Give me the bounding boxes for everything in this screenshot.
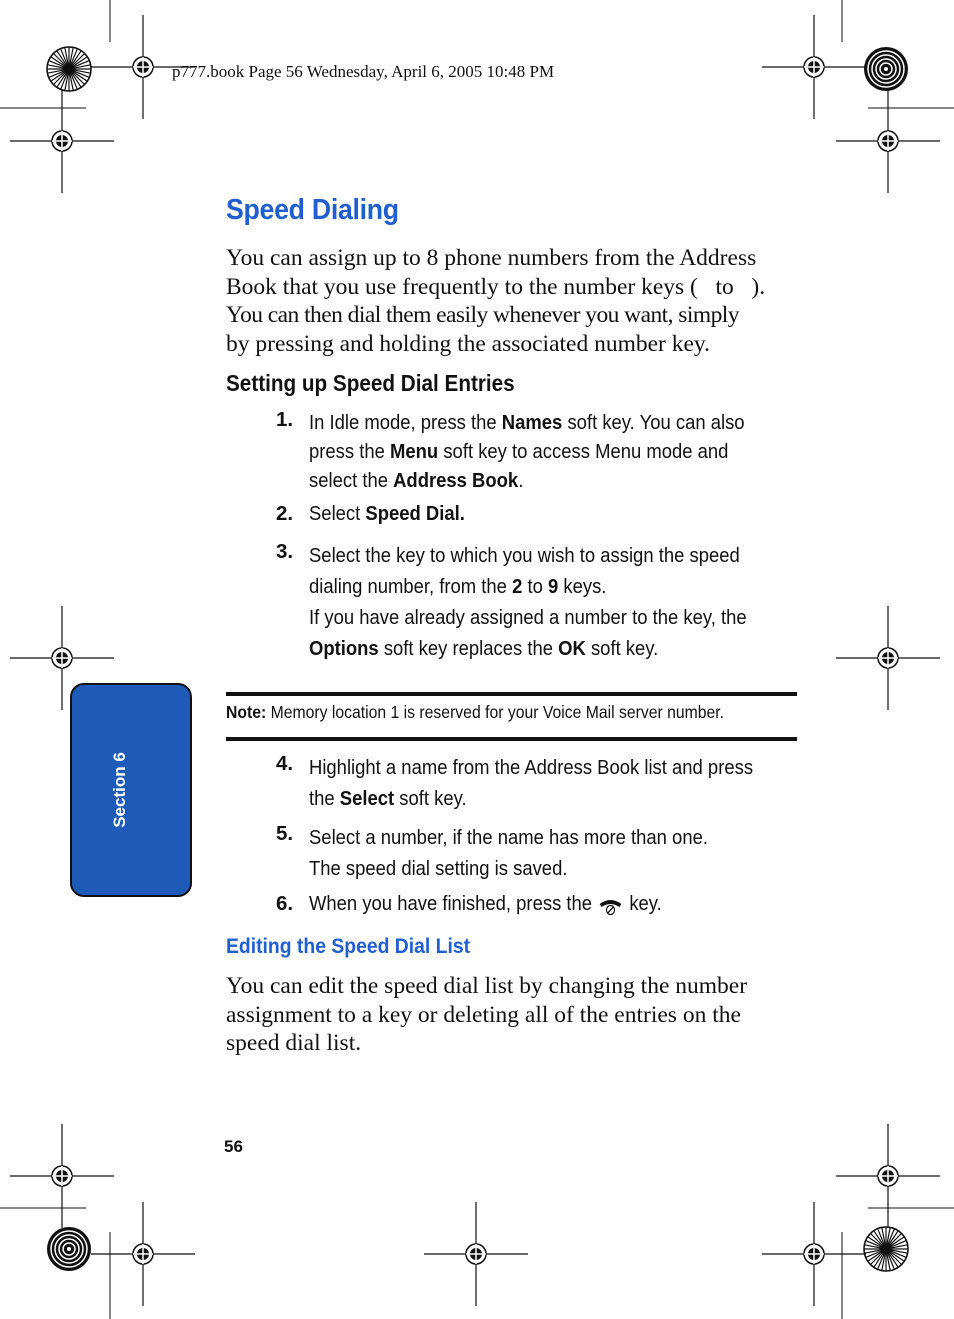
end-call-key-icon: [597, 894, 624, 916]
page-title: Speed Dialing: [226, 194, 399, 226]
step-line: When you have finished, press the key.: [309, 892, 662, 915]
step-line: dialing number, from the 2 to 9 keys.: [309, 575, 607, 598]
note-rule-top: [226, 692, 797, 696]
step-line: Select the key to which you wish to assign the speed: [309, 544, 740, 567]
address-book-label: Address Book: [393, 469, 519, 492]
speed-dial-label: Speed Dial.: [365, 502, 465, 525]
step-number: 3.: [276, 540, 294, 563]
note-label: Note:: [226, 702, 267, 722]
section-subheading: Setting up Speed Dial Entries: [226, 370, 515, 396]
step-line: The speed dial setting is saved.: [309, 857, 568, 880]
menu-softkey: Menu: [390, 440, 439, 463]
step-line: Select a number, if the name has more than one.: [309, 826, 708, 849]
step-line: If you have already assigned a number to the key, the: [309, 606, 747, 629]
intro-line: by pressing and holding the associated number key.: [226, 330, 711, 357]
intro-paragraph: [226, 244, 801, 358]
note: [226, 702, 724, 723]
step-number: 1.: [276, 408, 294, 431]
print-header: p777.book Page 56 Wednesday, April 6, 2005 10:48 PM: [172, 62, 555, 81]
step-number: 6.: [276, 892, 294, 915]
editing-subheading: Editing the Speed Dial List: [226, 934, 471, 958]
outro-line: speed dial list.: [226, 1030, 362, 1056]
step-line: the Select soft key.: [309, 787, 467, 810]
outro-line: You can edit the speed dial list by changing the number: [226, 973, 748, 999]
outro-paragraph: [226, 972, 801, 1058]
intro-line: You can then dial them easily whenever you want, simply: [226, 302, 739, 328]
intro-line: You can assign up to 8 phone numbers from the Address: [226, 245, 757, 271]
step-line: In Idle mode, press the Names soft key. You can also: [309, 411, 745, 434]
step-number: 2.: [276, 502, 294, 525]
names-softkey: Names: [501, 411, 563, 434]
note-rule-bottom: [226, 737, 797, 741]
step-line: Options soft key replaces the OK soft key.: [309, 637, 659, 660]
step-line: press the Menu soft key to access Menu mode and: [309, 440, 729, 463]
select-softkey: Select: [339, 787, 395, 810]
intro-line: Book that you use frequently to the number keys ( to ).: [226, 273, 766, 300]
section-tab: [70, 683, 192, 897]
step-line: select the Address Book.: [309, 469, 524, 492]
note-text: Memory location 1 is reserved for your Voice Mail server number.: [266, 702, 725, 722]
options-softkey: Options: [309, 637, 379, 660]
step-line: Highlight a name from the Address Book list and press: [309, 756, 754, 779]
section-tab-label: Section 6: [110, 752, 129, 828]
page-number: 56: [224, 1137, 243, 1156]
ok-softkey: OK: [558, 637, 586, 660]
outro-line: assignment to a key or deleting all of the entries on the: [226, 1001, 741, 1028]
step-number: 4.: [276, 752, 294, 775]
step-number: 5.: [276, 822, 294, 845]
step-line: Select Speed Dial.: [309, 502, 465, 525]
